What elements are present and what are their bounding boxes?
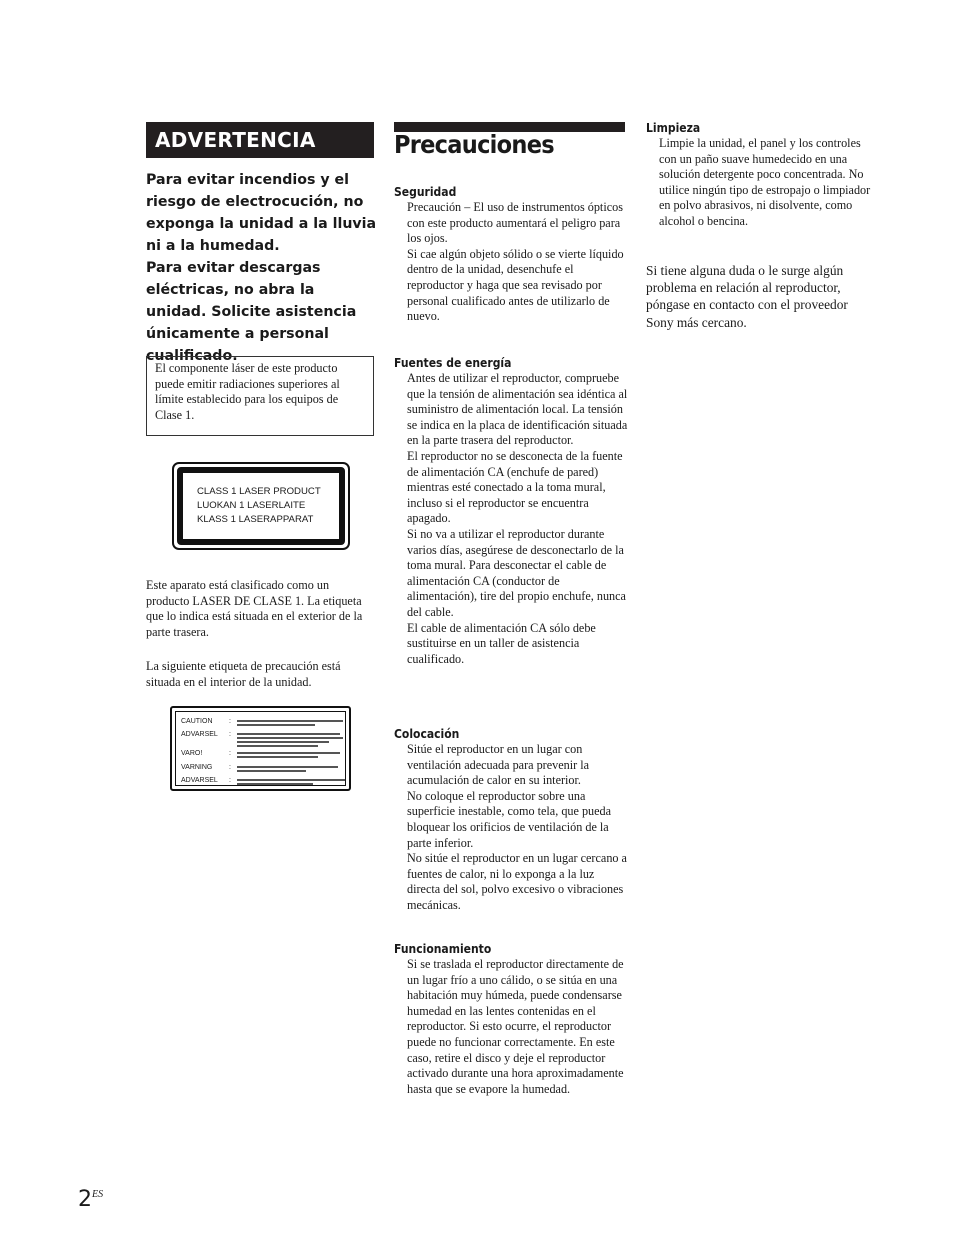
laser-notice-text: El componente láser de este producto puede emitir radiaciones superiores al límite establecido para los equipos de Clase 1. bbox=[155, 361, 340, 422]
closing-note bbox=[646, 262, 876, 331]
laser-label-line-3: KLASS 1 LASERAPPARAT bbox=[197, 514, 314, 525]
precauciones-title: Precauciones bbox=[394, 130, 554, 159]
laser-label-line-1: CLASS 1 LASER PRODUCT bbox=[197, 486, 321, 497]
limpieza-p1: Limpie la unidad, el panel y los controles con un paño suave humedecido en una solución detergente poco concentrada. No utilice ningún tipo de estropajo o limpiador en polvo abrasivos, ni disolvente, como alcohol o bencina. bbox=[659, 136, 871, 228]
laser-label-line-2: LUOKAN 1 LASERLAITE bbox=[197, 500, 306, 511]
section-colocacion bbox=[394, 727, 630, 914]
colocacion-p1: Sitúe el reproductor en un lugar con ventilación adecuada para prevenir la acumulación de calor en su interior. bbox=[407, 742, 590, 788]
seguridad-heading: Seguridad bbox=[394, 185, 457, 199]
section-limpieza bbox=[646, 121, 874, 230]
page-number-value: 2 bbox=[78, 1187, 92, 1212]
section-seguridad bbox=[394, 185, 630, 325]
seguridad-p1: Precaución – El uso de instrumentos ópticos con este producto aumentará el peligro para los ojos. bbox=[407, 200, 623, 246]
funcionamiento-heading: Funcionamiento bbox=[394, 942, 492, 956]
caution-label: CAUTION : ADVARSEL : VARO! : VARNING : ADVARSEL : bbox=[170, 706, 351, 791]
colocacion-p3: No sitúe el reproductor en un lugar cercano a fuentes de calor, ni lo exponga a la luz directa del sol, polvo excesivo o vibraciones mecánicas. bbox=[407, 851, 627, 912]
laser-notice-box bbox=[146, 356, 374, 436]
caution-row-4: VARNING bbox=[181, 764, 213, 771]
closing-text: Si tiene alguna duda o le surge algún problema en relación al reproductor, póngase en contacto con el proveedor Sony más cercano. bbox=[646, 263, 848, 330]
advertencia-header-bar bbox=[146, 122, 374, 158]
colocacion-p2: No coloque el reproductor sobre una superficie inestable, como tela, que pueda bloquear los orificios de ventilación de la parte inferior. bbox=[407, 788, 612, 850]
section-fuentes bbox=[394, 356, 630, 667]
page-number bbox=[78, 1187, 103, 1212]
fuentes-p4: El cable de alimentación CA sólo debe sustituirse en un taller de asistencia cualificado. bbox=[407, 620, 596, 666]
class-description-text: Este aparato está clasificado como un producto LASER DE CLASE 1. La etiqueta que lo indica está situada en el exterior de la parte trasera. bbox=[146, 578, 363, 639]
warning-shock-text: Para evitar descargas eléctricas, no abra la unidad. Solicite asistencia únicamente a personal cualificado. bbox=[146, 260, 357, 364]
fuentes-p1: Antes de utilizar el reproductor, compruebe que la tensión de alimentación sea idéntica al suministro de alimentación local. La tensión se indica en la placa de identificación situada en la parte trasera del reproductor. bbox=[407, 371, 628, 448]
caution-row-3: VARO! bbox=[181, 750, 203, 757]
warning-fire-text: Para evitar incendios y el riesgo de electrocución, no exponga la unidad a la lluvia ni a la humedad. bbox=[146, 172, 377, 254]
advertencia-heading: ADVERTENCIA bbox=[155, 128, 316, 152]
caution-description-text: La siguiente etiqueta de precaución está situada en el interior de la unidad. bbox=[146, 659, 341, 689]
caution-row-5: ADVARSEL bbox=[181, 777, 218, 784]
caution-row-2: ADVARSEL bbox=[181, 731, 218, 738]
caution-row-1: CAUTION bbox=[181, 718, 213, 725]
fuentes-p3: Si no va a utilizar el reproductor durante varios días, asegúrese de desconectarlo de la toma mural. Para desconectar el cable de alimentación CA (conductor de alimentación), tire del propio enchufe, nunca del cable. bbox=[407, 526, 626, 619]
limpieza-heading: Limpieza bbox=[646, 121, 701, 135]
funcionamiento-p1: Si se traslada el reproductor directamente de un lugar frío a uno cálido, o se sitúa en una habitación muy húmeda, puede condensarse humedad en las lentes contenidas en el reproductor. Si esto ocurre, el reproductor puede no funcionar correctamente. En este caso, retire el disco y deje el reproductor activado durante una hora aproximadamente hasta que se evapore la humedad. bbox=[407, 957, 624, 1096]
section-funcionamiento bbox=[394, 942, 630, 1097]
warning-block bbox=[146, 169, 378, 367]
page-lang: ES bbox=[92, 1189, 104, 1200]
seguridad-p2: Si cae algún objeto sólido o se vierte líquido dentro de la unidad, desenchufe el reproductor y haga que sea revisado por personal cualificado antes de utilizarlo de nuevo. bbox=[407, 246, 624, 324]
class-description bbox=[146, 578, 374, 640]
colocacion-heading: Colocación bbox=[394, 727, 460, 741]
caution-description bbox=[146, 659, 374, 690]
fuentes-heading: Fuentes de energía bbox=[394, 356, 512, 370]
fuentes-p2: El reproductor no se desconecta de la fuente de alimentación CA (enchufe de pared) mientras esté conectado a la toma mural, incluso si el reproductor se encuentra apagado. bbox=[407, 448, 623, 526]
class1-laser-label bbox=[172, 462, 350, 550]
